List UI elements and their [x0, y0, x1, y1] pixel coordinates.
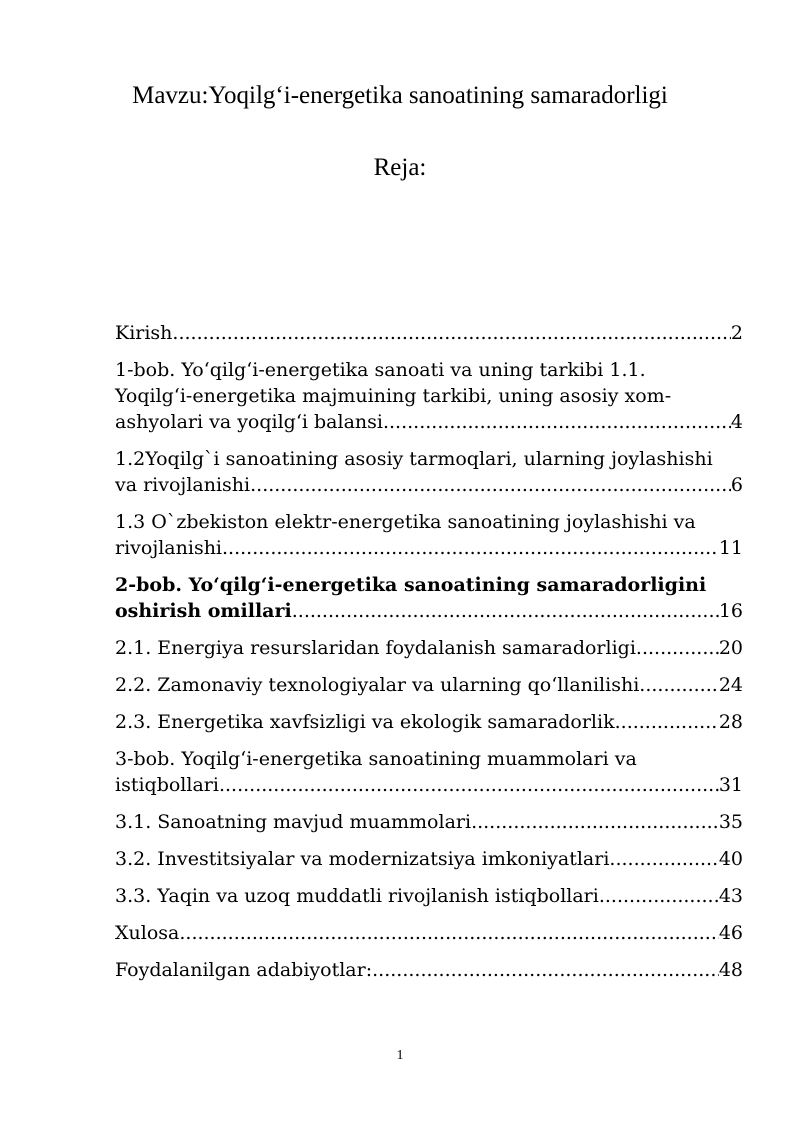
toc-entry-chapter-3 — [115, 746, 743, 798]
toc-entry-label: rivojlanishi — [115, 537, 223, 559]
dot-leader — [372, 957, 719, 983]
toc-page-number: 28 — [718, 711, 743, 733]
toc-entry-label-line: Yoqilg‘i-energetika majmuining tarkibi, uning asosiy xom- — [115, 385, 672, 407]
toc-page-number: 35 — [718, 811, 743, 833]
toc-entry-section-1-2 — [115, 446, 743, 498]
toc-entry-label: 2.1. Energiya resurslaridan foydalanish samaradorligi — [115, 637, 636, 659]
toc-entry-label: 3.3. Yaqin va uzoq muddatli rivojlanish istiqbollari — [115, 885, 599, 907]
document-title: Mavzu:Yoqilg‘i-energetika sanoatining samaradorligi — [132, 82, 668, 109]
toc-entry-label: 3.1. Sanoatning mavjud muammolari — [115, 811, 472, 833]
dot-leader — [222, 535, 719, 561]
toc-entry-section-2-2 — [115, 672, 743, 698]
toc-entry-label: 2.3. Energetika xavfsizligi va ekologik samaradorlik — [115, 711, 615, 733]
toc-entry-section-1-3 — [115, 509, 743, 561]
toc-page-number: 43 — [718, 885, 743, 907]
toc-entry-label: istiqbollari — [115, 774, 219, 796]
toc-page-number: 16 — [718, 600, 743, 622]
toc-entry-label: oshirish omillari — [115, 600, 292, 622]
toc-entry-label-line: 2-bob. Yo‘qilg‘i-energetika sanoatining samaradorligini — [115, 574, 707, 596]
toc-entry-label: Foydalanilgan adabiyotlar: — [115, 959, 373, 981]
toc-entry-label-line: 1.3 O`zbekiston elektr-energetika sanoatining joylashishi va — [115, 511, 696, 533]
toc-page-number: 24 — [718, 674, 743, 696]
dot-leader — [172, 320, 730, 346]
toc-entry-label-line: 3-bob. Yoqilg‘i-energetika sanoatining muammolari va — [115, 748, 637, 770]
toc-entry-label-line: 1.2Yoqilg`i sanoatining asosiy tarmoqlari, ularning joylashishi — [115, 448, 713, 470]
toc-entry-conclusion — [115, 920, 743, 946]
toc-page-number: 6 — [730, 474, 743, 496]
dot-leader — [609, 846, 718, 872]
plan-heading: Reja: — [373, 154, 427, 181]
toc-page-number: 11 — [718, 537, 743, 559]
toc-entry-label: ashyolari va yoqilg‘i balansi — [115, 411, 383, 433]
toc-page-number: 48 — [718, 959, 743, 981]
dot-leader — [292, 598, 719, 624]
toc-entry-label: Kirish — [115, 322, 173, 344]
toc-page-number: 31 — [718, 774, 743, 796]
toc-entry-label: 3.2. Investitsiyalar va modernizatsiya imkoniyatlari — [115, 848, 610, 870]
toc-page-number: 4 — [730, 411, 743, 433]
toc-page-number: 2 — [730, 322, 743, 344]
toc-page-number: 20 — [718, 637, 743, 659]
toc-entry-chapter-2 — [115, 572, 743, 624]
dot-leader — [383, 409, 731, 435]
toc-page-number: 46 — [718, 922, 743, 944]
toc-entry-label-line: 1-bob. Yo‘qilg‘i-energetika sanoati va uning tarkibi 1.1. — [115, 359, 646, 381]
dot-leader — [179, 920, 718, 946]
page-number: 1 — [396, 1048, 404, 1063]
dot-leader — [250, 472, 731, 498]
toc-page-number: 40 — [718, 848, 743, 870]
dot-leader — [639, 672, 719, 698]
dot-leader — [219, 772, 719, 798]
toc-entry-section-2-1 — [115, 635, 743, 661]
dot-leader — [615, 709, 719, 735]
toc-entry-section-2-3 — [115, 709, 743, 735]
toc-entry-label: va rivojlanishi — [115, 474, 251, 496]
dot-leader — [471, 809, 719, 835]
toc-entry-label: 2.2. Zamonaviy texnologiyalar va ularning qo‘llanilishi — [115, 674, 640, 696]
toc-entry-section-3-1 — [115, 809, 743, 835]
toc-entry-introduction — [115, 320, 743, 346]
toc-entry-references — [115, 957, 743, 983]
toc-entry-chapter-1 — [115, 357, 743, 435]
dot-leader — [636, 635, 719, 661]
toc-entry-section-3-3 — [115, 883, 743, 909]
toc-entry-label: Xulosa — [115, 922, 180, 944]
dot-leader — [599, 883, 719, 909]
table-of-contents — [115, 320, 743, 994]
toc-entry-section-3-2 — [115, 846, 743, 872]
